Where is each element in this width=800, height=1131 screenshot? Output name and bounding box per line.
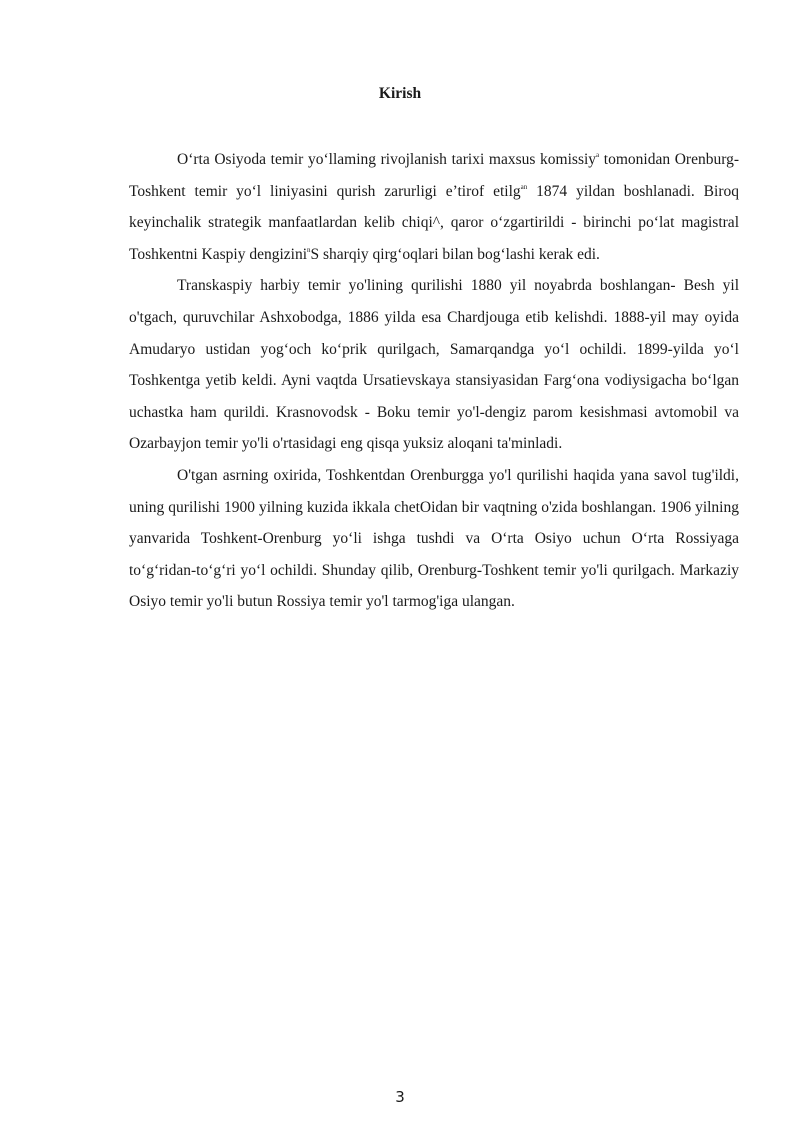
paragraph-1-text-c: 1874 yildan boshlanadi. Biroq keyinchalik strategik manfaatlardan kelib chiqi^, qaror o‘zgartirildi - birinchi po‘lat magistral Toshkentni Kaspiy dengizini [129, 182, 739, 263]
paragraph-1-text-a: O‘rta Osiyoda temir yo‘llaming rivojlanish tarixi maxsus komissiy [177, 151, 597, 168]
superscript-marker: an [520, 182, 528, 191]
paragraph-2: Transkaspiy harbiy temir yo'lining qurilishi 1880 yil noyabrda boshlangan- Besh yil o'tgach, quruvchilar Ashxobodga, 1886 yilda esa Chardjouga etib kelishdi. 1888-yil may oyida Amudaryo ustidan yog‘och ko‘prik qurilgach, Samarqandga yo‘l ochildi. 1899-yilda yo‘l Toshkentga yetib keldi. Ayni vaqtda Ursatievskaya stansiyasidan Farg‘ona vodiysigacha bo‘lgan uchastka ham qurildi. Krasnovodsk - Boku temir yo'l-dengiz parom kesishmasi avtomobil va Ozarbayjon temir yo'li o'rtasidagi eng qisqa yuksiz aloqani ta'minladi. [129, 277, 739, 453]
superscript-marker: a [596, 151, 600, 159]
page-number: 3 [395, 1088, 405, 1106]
superscript-marker: n [307, 245, 311, 254]
paragraph-1-text-b: tomonidan Orenburg-Toshkent temir yo‘l liniyasini qurish zarurligi e’tirof etilg [129, 151, 740, 200]
paragraph-1-text-d: S sharqiy qirg‘oqlari bilan bog‘lashi kerak edi. [310, 245, 600, 263]
paragraph-1 [129, 144, 739, 270]
paragraph-3: O'tgan asrning oxirida, Toshkentdan Orenburgga yo'l qurilishi haqida yana savol tug'ildi, uning qurilishi 1900 yilning kuzida ikkala chetOidan bir vaqtning o'zida boshlangan. 1906 yilning yanvarida Toshkent-Orenburg yo‘li ishga tushdi va O‘rta Osiyo uchun O‘rta Rossiyaga to‘g‘ridan-to‘g‘ri yo‘l ochildi. Shunday qilib, Orenburg-Toshkent temir yo'li qurilgach. Markaziy Osiyo temir yo'li butun Rossiya temir yo'l tarmog'iga ulangan. [129, 466, 739, 611]
document-body [129, 144, 739, 618]
page-title: Kirish [378, 85, 422, 102]
